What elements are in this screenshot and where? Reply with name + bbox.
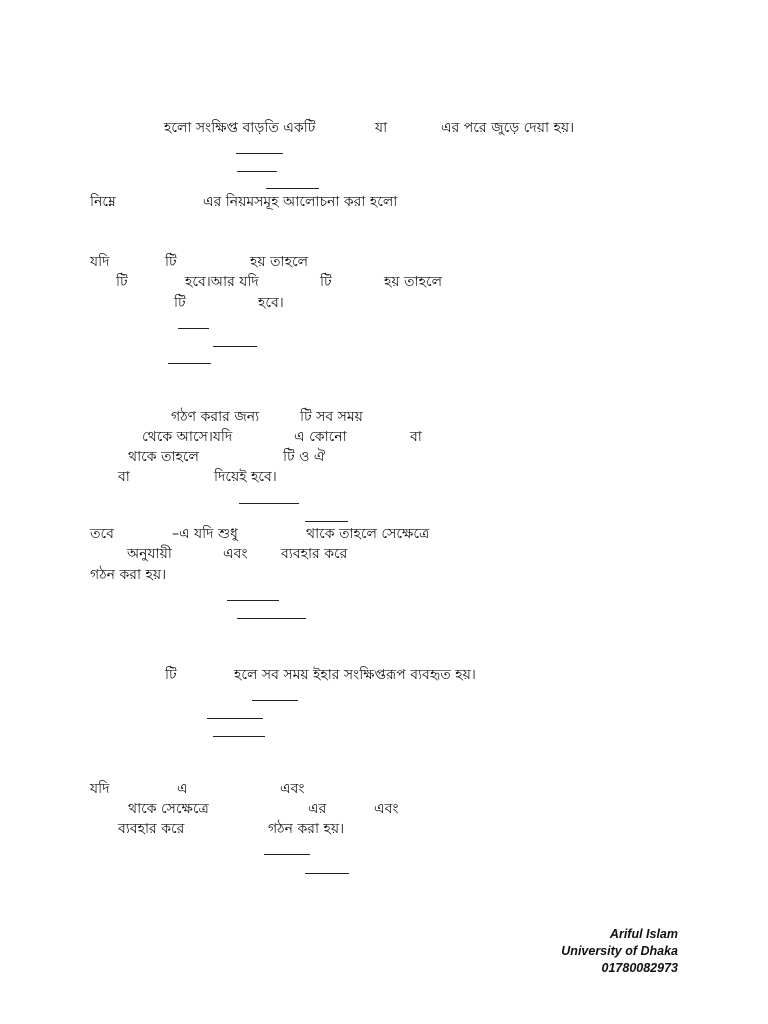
s3-text: টি সব সময় — [300, 409, 363, 425]
s2-text: টি — [116, 274, 128, 290]
blank-line — [236, 153, 283, 154]
blank-line — [239, 503, 299, 504]
s3-text: থাকে তাহলে — [128, 449, 199, 465]
blank-line — [207, 718, 263, 719]
s2-text: টি — [174, 295, 186, 311]
s4-text: –এ যদি শুধু — [172, 526, 238, 542]
s2-text: টি — [165, 254, 177, 270]
blank-line — [178, 328, 209, 329]
blank-line — [227, 600, 279, 601]
s6-text: এ — [177, 781, 188, 797]
s6-text: এর — [308, 801, 327, 817]
s4-text: ব্যবহার করে — [281, 546, 348, 562]
blank-line — [305, 873, 349, 874]
s3-text: গঠণ করার জন্য — [171, 409, 260, 425]
s3-text: থেকে আসে।যদি — [142, 429, 233, 445]
blank-line — [213, 736, 265, 737]
blank-line — [266, 188, 319, 189]
s2-text: হবে। — [258, 295, 284, 311]
s2-text: টি — [320, 274, 332, 290]
s1-text: এর নিয়মসমূহ আলোচনা করা হলো — [203, 194, 398, 210]
author-name: Ariful Islam — [609, 927, 678, 941]
blank-line — [237, 171, 277, 172]
blank-line — [168, 363, 211, 364]
s1-text: নিম্নে — [90, 194, 116, 210]
s4-text: তবে — [90, 526, 114, 542]
s5-text: টি — [165, 667, 177, 683]
s6-text: থাকে সেক্ষেত্রে — [128, 801, 209, 817]
author-signature — [561, 926, 678, 977]
s1-text: এর পরে জুড়ে দেয়া হয়। — [441, 120, 575, 136]
s5-text: হলে সব সময় ইহার সংক্ষিপ্তরূপ ব্যবহৃত হয়। — [234, 667, 476, 683]
s1-text: হলো সংক্ষিপ্ত বাড়তি একটি — [164, 120, 316, 136]
s1-text: যা — [375, 120, 388, 136]
s6-text: যদি — [90, 781, 110, 797]
s3-text: বা — [118, 469, 130, 485]
blank-line — [252, 700, 298, 701]
blank-line — [264, 854, 310, 855]
s3-text: দিয়েই হবে। — [214, 469, 277, 485]
s2-text: হয় তাহলে — [250, 254, 309, 270]
s4-text: গঠন করা হয়। — [90, 567, 167, 583]
blank-line — [237, 618, 306, 619]
blank-line — [305, 521, 348, 522]
s3-text: এ কোনো — [294, 429, 347, 445]
author-phone: 01780082973 — [601, 961, 678, 975]
s2-text: হবে।আর যদি — [185, 274, 259, 290]
s6-text: ব্যবহার করে — [118, 821, 185, 837]
s6-text: এবং — [374, 801, 399, 817]
blank-line — [213, 346, 257, 347]
author-institution: University of Dhaka — [561, 944, 678, 958]
s4-text: এবং — [223, 546, 248, 562]
s2-text: হয় তাহলে — [384, 274, 443, 290]
s3-text: বা — [410, 429, 422, 445]
s6-text: গঠন করা হয়। — [268, 821, 345, 837]
s4-text: অনুযায়ী — [127, 546, 172, 562]
s3-text: টি ও ঐ — [283, 449, 326, 465]
s4-text: থাকে তাহলে সেক্ষেত্রে — [306, 526, 430, 542]
s2-text: যদি — [90, 254, 110, 270]
s6-text: এবং — [280, 781, 305, 797]
